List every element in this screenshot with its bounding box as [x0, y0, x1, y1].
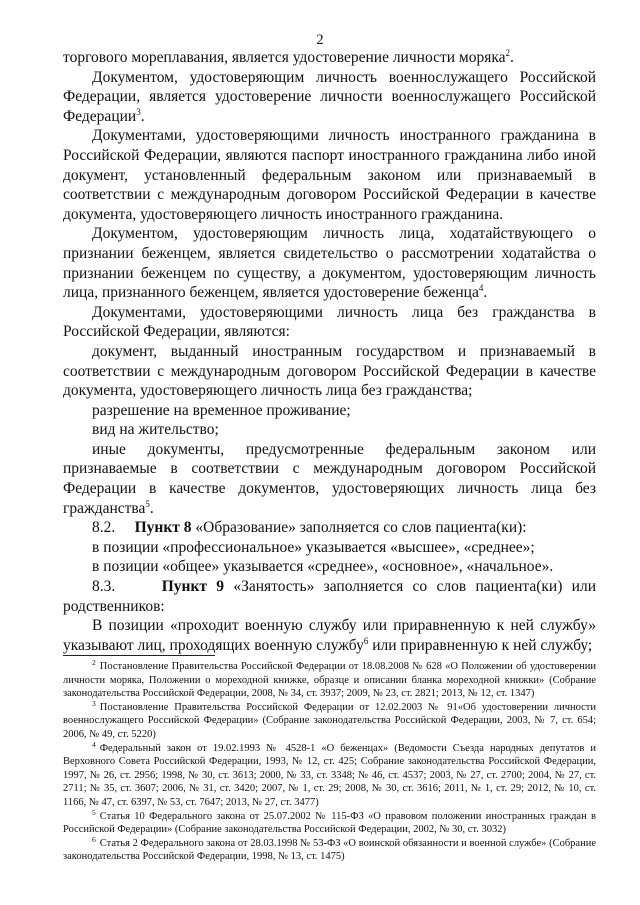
paragraph: вид на жительство;	[92, 421, 219, 439]
paragraph: В позиции «проходит военную службу или приравненную к ней службу» указывают лиц, проходящих военную службу$^6$ или приравненную к ней службу;	[63, 617, 596, 654]
paragraph: Документами, удостоверяющими личность лица без гражданства в Российской Федерации, являются:	[63, 303, 596, 341]
page-number: 2	[316, 32, 324, 48]
footnote-ref: 3	[136, 106, 141, 117]
paragraph: в позиции «профессиональное» указывается «высшее», «среднее»;	[92, 538, 535, 556]
paragraph: Документами, удостоверяющими личность иностранного гражданина в Российской Федерации, являются паспорт иностранного гражданина либо иной документ, установленный федеральным законом или признаваемый в соответствии с международным договором Российской Федерации в качестве документа, удостоверяющего личность иностранного гражданина.	[63, 127, 596, 223]
footnote: $^2$ Постановление Правительства Российской Федерации от 18.08.2008 № 628 «О Положении об удостоверении личности моряка, Положении о мореходной книжке, образце и описании бланка мореходной книжки» (Собрание законодательства Российской Федерации, 2008, № 34, ст. 3937; 2009, № 23, ст. 2821; 2013, № 12, ст. 1347)	[63, 658, 596, 700]
footnote: $^4$ Федеральный закон от 19.02.1993 № 4528-1 «О беженцах» (Ведомости Съезда народных депутатов и Верховного Совета Российской Федерации, 1993, № 12, ст. 425; Собрание законодательства Российской Федерации, 1997, № 26, ст. 2956; 1998, № 30, ст. 3613; 2000, № 33, ст. 3348; № 46, ст. 4537; 2003, № 27, ст. 2700; 2004, № 27, ст. 2711; № 35, ст. 3607; 2006, № 31, ст. 3420; 2007, № 1, ст. 29; 2008, № 30, ст. 3616; 2011, № 1, ст. 29; 2012, № 10, ст. 1166, № 47, ст. 6397, № 53, ст. 7647; 2013, № 27, ст. 3477)	[63, 739, 596, 808]
footnote-ref: 6	[363, 635, 369, 646]
section-number: 8.2.	[92, 519, 116, 537]
section-number: 8.3.	[92, 578, 116, 596]
footnotes	[63, 660, 596, 864]
item-heading: Пункт 9	[161, 578, 225, 596]
paragraph: торгового мореплавания, является удостоверение личности моряка$^2$.	[63, 48, 514, 66]
paragraph: в позиции «общее» указывается «среднее», «основное», «начальное».	[92, 558, 554, 576]
paragraph: документ, выданный иностранным государством и признаваемый в соответствии с международным договором Российской Федерации в качестве документа, удостоверяющего личность лица без гражданства;	[63, 342, 596, 400]
paragraph: 8.2. Пункт 8 «Образование» заполняется со слов пациента(ки):	[92, 519, 527, 537]
paragraph: иные документы, предусмотренные федеральным законом или признаваемые в соответствии с международным договором Российской Федерации в качестве документов, удостоверяющих личность лица без гражданства$^5$.	[63, 440, 596, 517]
paragraph: Документом, удостоверяющим личность военнослужащего Российской Федерации, является удостоверение личности военнослужащего Российской Федерации$^3$.	[63, 68, 596, 125]
footnote-ref: 5	[145, 498, 150, 509]
footnote-separator	[63, 655, 215, 656]
paragraph: разрешение на временное проживание;	[92, 401, 351, 419]
paragraph: Документом, удостоверяющим личность лица, ходатайствующего о признании беженцем, является свидетельство о рассмотрении ходатайства о признании беженцем по существу, а документом, удостоверяющим личность лица, признанного беженцем, является удостоверение беженца$^4$.	[63, 225, 596, 302]
footnote-ref: 2	[505, 48, 511, 58]
main-text	[63, 48, 596, 655]
footnote: $^3$ Постановление Правительства Российской Федерации от 12.02.2003 № 91«Об удостоверении личности военнослужащего Российской Федерации» (Собрание законодательства Российской Федерации, 2003, № 7, ст. 654; 2006, № 49, ст. 5220)	[63, 698, 596, 740]
paragraph: 8.3. Пункт 9 «Занятость» заполняется со слов пациента(ки) или родственников:	[63, 578, 596, 615]
footnote: $^5$ Статья 10 Федерального закона от 25.07.2002 № 115-ФЗ «О правовом положении иностранных граждан в Российской Федерации» (Собрание законодательства Российской Федерации, 2002, № 30, ст. 3032)	[63, 807, 596, 836]
footnote-ref: 4	[478, 283, 484, 294]
item-heading: Пункт 8	[134, 519, 192, 537]
footnote: $^6$ Статья 2 Федерального закона от 28.03.1998 № 53-ФЗ «О воинской обязанности и военной службе» (Собрание законодательства Российской Федерации, 1998, № 13, ст. 1475)	[63, 834, 596, 863]
